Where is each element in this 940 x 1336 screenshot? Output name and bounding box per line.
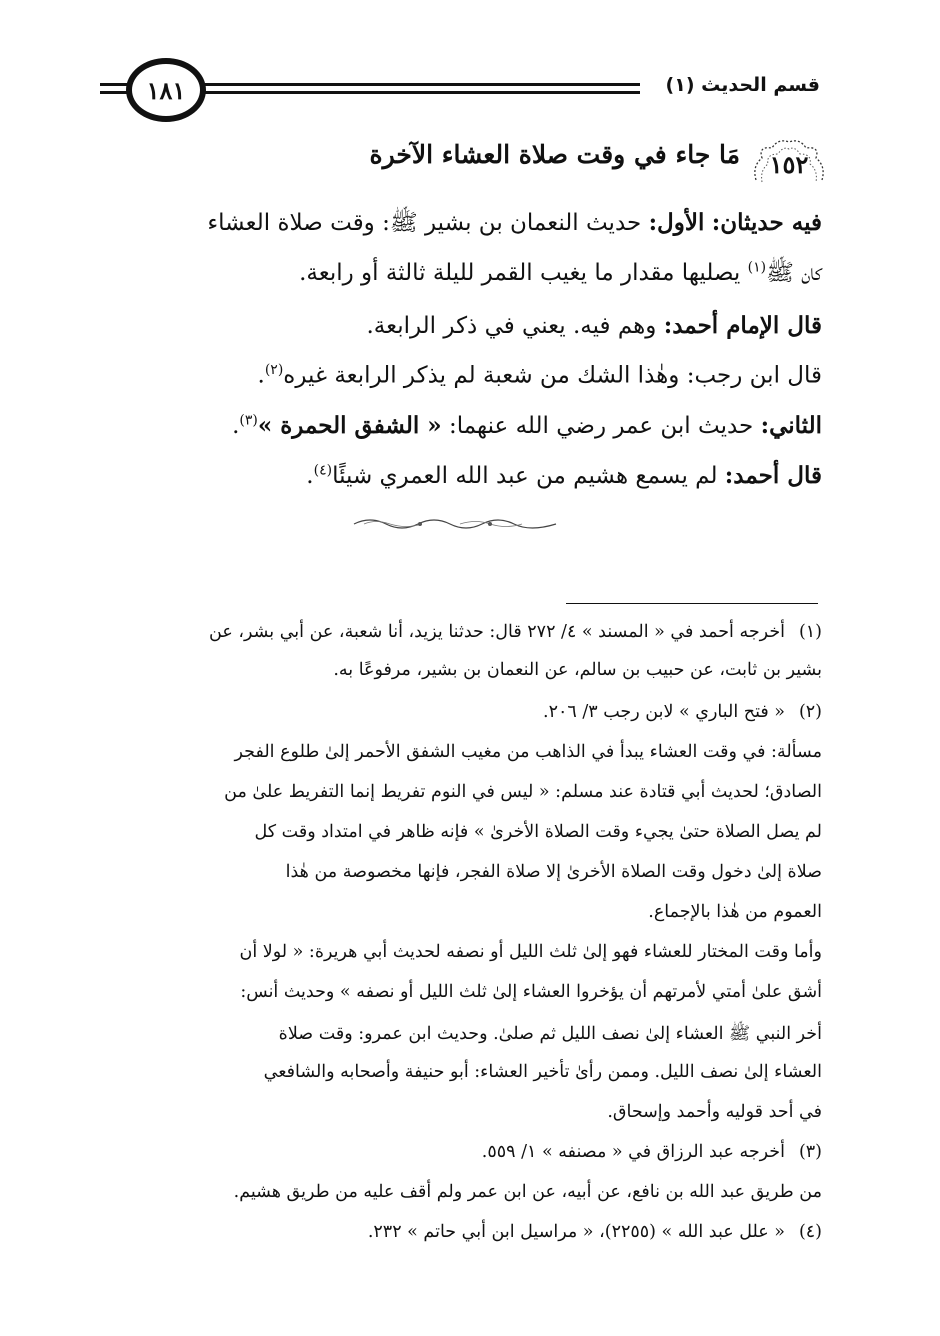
footnote-separator xyxy=(566,603,818,604)
footnote-number: (٢) xyxy=(798,702,822,722)
footnote-line: من طريق عبد الله بن نافع، عن أبيه، عن ابن عمر ولم أقف عليه من طريق هشيم. xyxy=(233,1182,822,1202)
footnote-ref[interactable]: (٣) xyxy=(239,412,258,429)
body-line-1 xyxy=(102,208,822,242)
lead-phrase: فيه حديثان: xyxy=(711,209,822,236)
body-text: كان ﷺ xyxy=(766,260,822,286)
footnote-line: أخرجه أحمد في « المسند » ٤/ ٢٧٢ قال: حدثنا يزيد، أنا شعبة، عن أبي بشر، عن xyxy=(209,622,785,642)
footnote-number: (٣) xyxy=(798,1142,822,1162)
lead-phrase: الأول: xyxy=(648,209,705,236)
footnote-line: أخرجه عبد الرزاق في « مصنفه » ١/ ٥٥٩. xyxy=(481,1142,785,1162)
body-text: وهم فيه. يعني في ذكر الرابعة. xyxy=(366,313,657,339)
footnote-line: العشاء إلىٰ نصف الليل. وممن رأىٰ تأخير العشاء: أبو حنيفة وأصحابه والشافعي xyxy=(263,1062,822,1082)
footnote-line: أشق علىٰ أمتي لأمرتهم أن يؤخروا العشاء إلىٰ ثلث الليل أو نصفه » وحديث أنس: xyxy=(240,982,822,1002)
footnote-line: صلاة إلىٰ دخول وقت الصلاة الأخرىٰ إلا صلاة الفجر، فإنها مخصوصة من هٰذا xyxy=(285,862,822,882)
footnote-line: العموم من هٰذا بالإجماع. xyxy=(648,902,822,922)
section-divider-ornament-icon xyxy=(350,516,560,532)
lead-phrase: قال الإمام أحمد: xyxy=(663,312,822,339)
footnote-line: الصادق؛ لحديث أبي قتادة عند مسلم: « ليس في النوم تفريط إنما التفريط علىٰ من xyxy=(224,782,822,802)
lead-phrase: الثاني: xyxy=(760,412,822,439)
footnote-number: (٤) xyxy=(798,1222,822,1242)
footnote-ref[interactable]: (٢) xyxy=(264,362,284,378)
body-line-2 xyxy=(62,258,822,292)
footnote-line: « علل عبد الله » (٢٢٥٥)، « مراسيل ابن أبي حاتم » ٢٣٢. xyxy=(367,1222,785,1242)
chapter-title: مَا جاء في وقت صلاة العشاء الآخرة xyxy=(369,140,740,169)
body-text: لم يسمع هشيم من عبد الله العمري شيئًا xyxy=(332,463,718,489)
footnote-line: « فتح الباري » لابن رجب ٣/ ٢٠٦. xyxy=(543,702,785,722)
footnote-line: في أحد قوليه وأحمد وإسحاق. xyxy=(607,1102,822,1122)
footnote-ref[interactable]: (٤) xyxy=(313,462,333,479)
body-text: قال ابن رجب: وهٰذا الشك من شعبة لم يذكر الرابعة غيره xyxy=(283,362,822,389)
chapter-number: ١٥٢ xyxy=(769,150,809,179)
footnote-line: مسألة: في وقت العشاء يبدأ في الذاهب من مغيب الشفق الأحمر إلىٰ طلوع الفجر xyxy=(234,742,822,762)
body-text: يصليها مقدار ما يغيب القمر لليلة ثالثة أو رابعة. xyxy=(299,260,741,286)
body-line-6: قال أحمد: لم يسمع هشيم من عبد الله العمري شيئًا$^{(٤)}$. xyxy=(306,462,822,489)
body-line-5: الثاني: حديث ابن عمر رضي الله عنهما: « الشفق الحمرة »$^{(٣)}$. xyxy=(232,412,822,439)
lead-phrase: قال أحمد: xyxy=(724,462,822,489)
footnote-ref[interactable]: (١) xyxy=(747,259,767,276)
footnote-line: بشير بن ثابت، عن حبيب بن سالم، عن النعمان بن بشير، مرفوعًا به. xyxy=(333,660,822,680)
body-line-3 xyxy=(102,312,822,339)
body-line-4: قال ابن رجب: وهٰذا الشك من شعبة لم يذكر الرابعة غيره$^{(٢)}$. xyxy=(257,362,822,389)
page-number: ١٨١ xyxy=(126,58,206,122)
footnote-line: أخر النبي ﷺ العشاء إلىٰ نصف الليل ثم صلىٰ. وحديث ابن عمرو: وقت صلاة xyxy=(278,1024,822,1044)
body-text: حديث النعمان بن بشير ﷺ: وقت صلاة العشاء xyxy=(207,210,642,236)
footnote-line: وأما وقت المختار للعشاء فهو إلىٰ ثلث الليل أو نصفه لحديث أبي هريرة: « لولا أن xyxy=(239,942,822,962)
body-text: حديث ابن عمر رضي الله عنهما: xyxy=(448,413,754,439)
chapter-number-badge xyxy=(750,136,828,194)
footnote-line: لم يصل الصلاة حتىٰ يجيء وقت الصلاة الأخرىٰ » فإنه ظاهر في امتداد وقت كل xyxy=(254,822,822,842)
running-title: قسم الحديث (١) xyxy=(640,74,820,96)
quoted-hadith: « الشفق الحمرة » xyxy=(257,412,442,439)
footnote-number: (١) xyxy=(798,622,822,642)
